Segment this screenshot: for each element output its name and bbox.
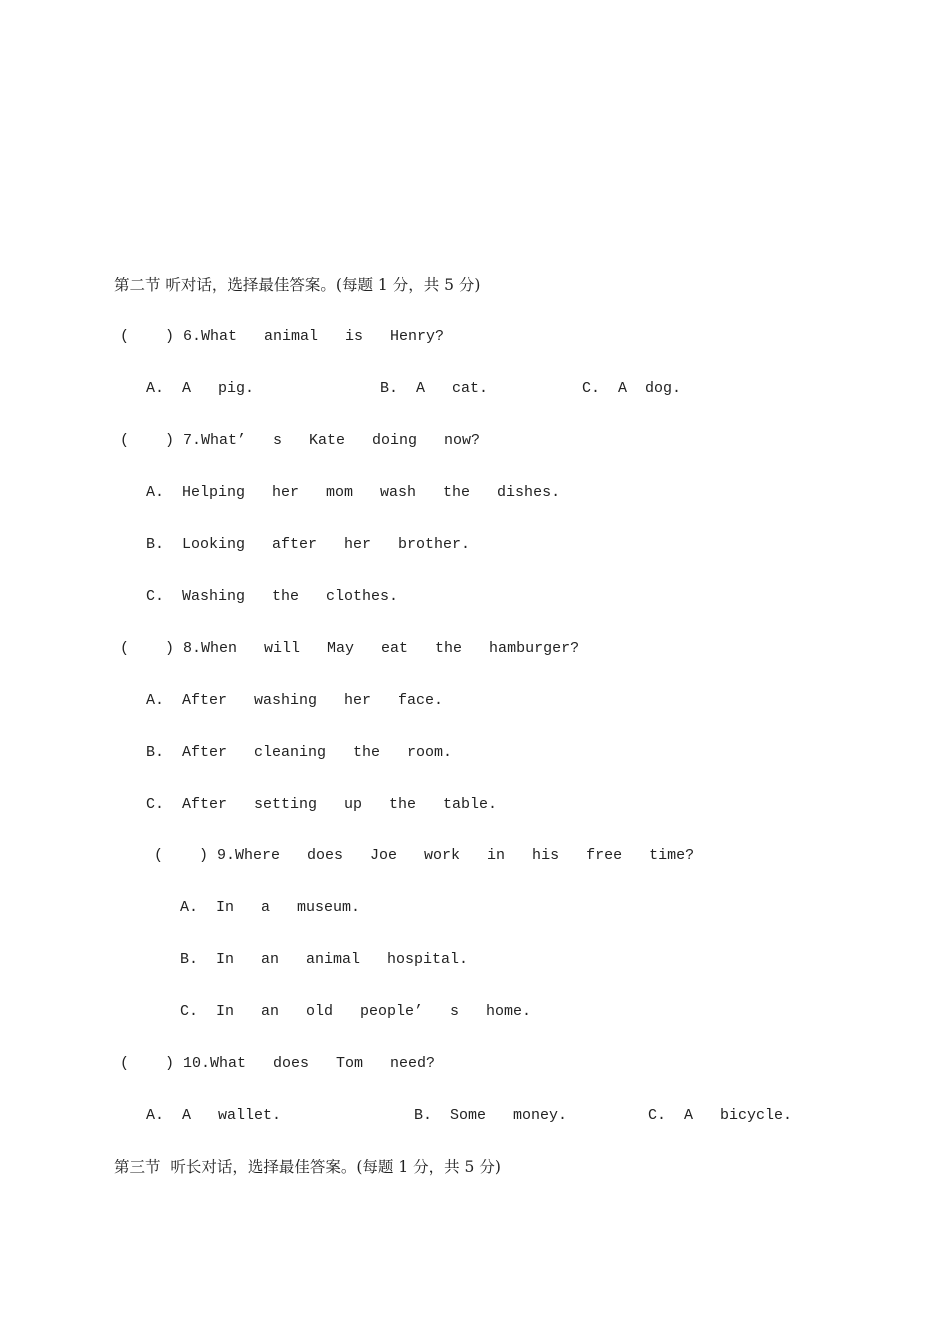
question-8-option-b: B. After cleaning the room. bbox=[146, 744, 453, 761]
question-6-option-a: A. A pig. bbox=[146, 380, 255, 397]
question-7-option-a: A. Helping her mom wash the dishes. bbox=[146, 484, 561, 501]
question-10-option-b: B. Some money. bbox=[414, 1107, 568, 1124]
question-6-option-b: B. A cat. bbox=[380, 380, 489, 397]
question-9-option-b: B. In an animal hospital. bbox=[180, 951, 469, 968]
question-10-stem: ( ) 10.What does Tom need? bbox=[120, 1055, 436, 1072]
question-6-stem: ( ) 6.What animal is Henry? bbox=[120, 328, 445, 345]
question-9-option-c: C. In an old people’ s home. bbox=[180, 1003, 532, 1020]
section-2-heading: 第二节 听对话，选择最佳答案。(每题 1 分，共 5 分) bbox=[114, 276, 481, 294]
question-8-stem: ( ) 8.When will May eat the hamburger? bbox=[120, 640, 580, 657]
question-9-option-a: A. In a museum. bbox=[180, 899, 361, 916]
question-8-option-c: C. After setting up the table. bbox=[146, 796, 498, 813]
question-10-option-a: A. A wallet. bbox=[146, 1107, 282, 1124]
question-7-stem: ( ) 7.What’ s Kate doing now? bbox=[120, 432, 481, 449]
question-10-option-c: C. A bicycle. bbox=[648, 1107, 793, 1124]
question-8-option-a: A. After washing her face. bbox=[146, 692, 444, 709]
question-9-stem: ( ) 9.Where does Joe work in his free time? bbox=[154, 847, 695, 864]
question-6-option-c: C. A dog. bbox=[582, 380, 682, 397]
question-7-option-c: C. Washing the clothes. bbox=[146, 588, 399, 605]
question-7-option-b: B. Looking after her brother. bbox=[146, 536, 471, 553]
section-3-heading: 第三节 听长对话，选择最佳答案。(每题 1 分，共 5 分) bbox=[114, 1158, 501, 1176]
